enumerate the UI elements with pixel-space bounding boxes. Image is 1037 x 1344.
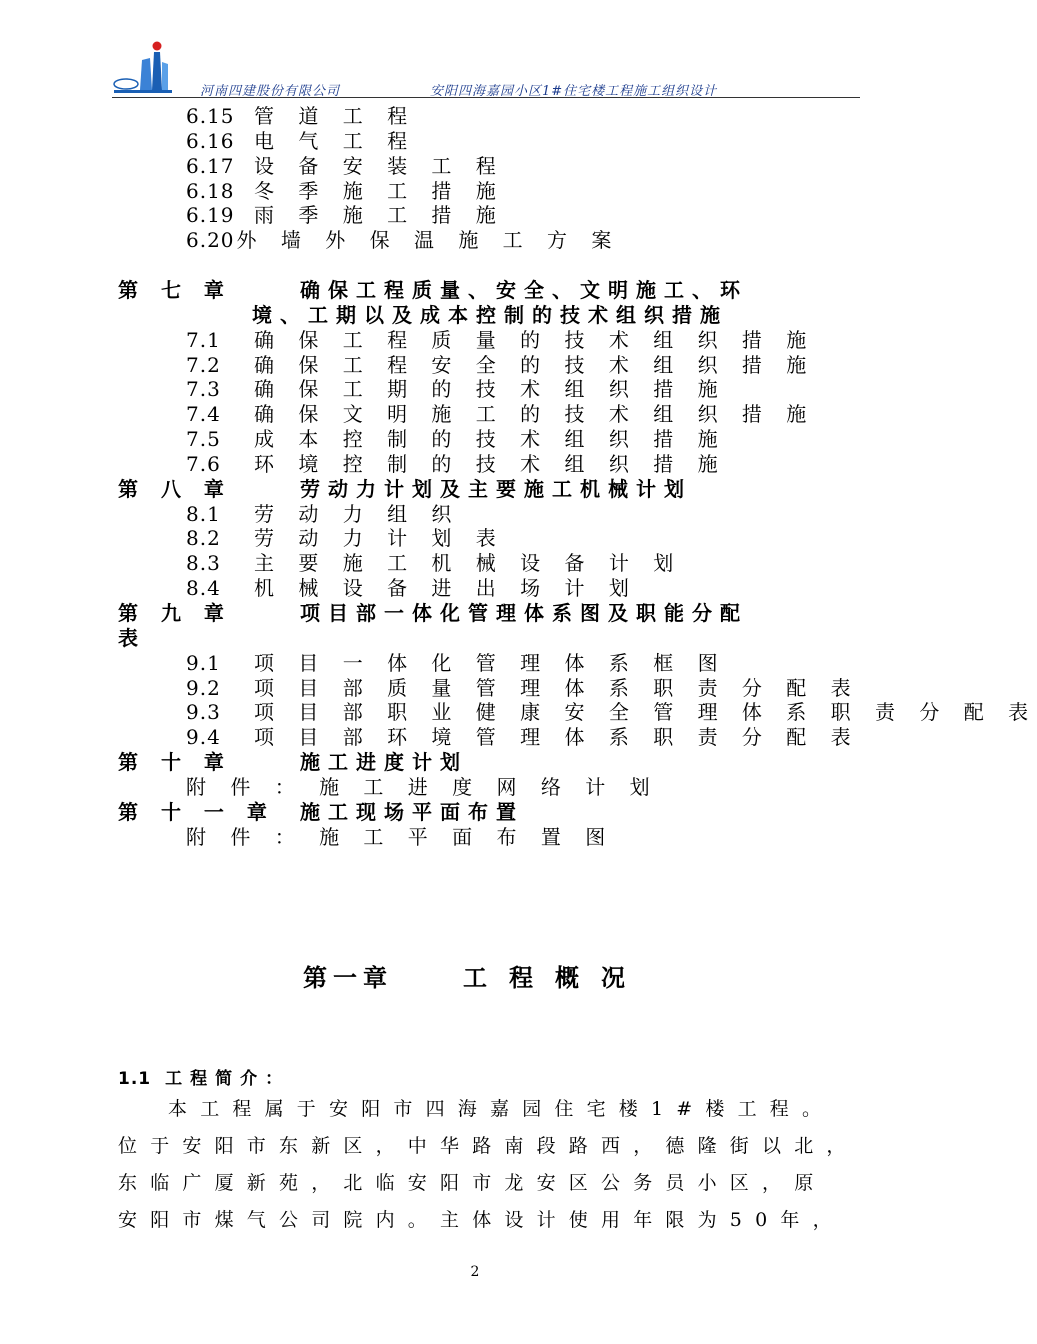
toc-subsection-title: 管 道 工 程 [254,104,417,128]
toc-subsection [186,676,860,700]
toc-subsection-title: 成 本 控 制 的 技 术 组 织 措 施 [254,427,727,451]
toc-subsection-number: 6.18 [186,179,235,203]
toc-subsection [186,725,860,749]
chapter-one-label: 第一章 [303,964,393,992]
toc-attachment: 附 件 ： 施 工 平 面 布 置 图 [186,825,615,849]
body-line: 东临广厦新苑，北临安阳市龙安区公务员小区，原 [118,1172,827,1194]
section-title: 工程简介： [165,1069,291,1089]
toc-subsection-title: 雨 季 施 工 措 施 [254,203,505,227]
toc-subsection [186,228,620,252]
toc-chapter [118,601,748,625]
toc-subsection-number: 7.5 [186,427,221,451]
toc-subsection [186,402,815,426]
toc-subsection-number: 7.3 [186,377,221,401]
toc-subsection-number: 7.6 [186,452,221,476]
toc-chapter-title: 施工现场平面布置 [300,800,524,824]
toc-subsection [186,551,682,575]
toc-chapter-title-continued: 境、工期以及成本控制的技术组织措施 [252,303,728,327]
toc-chapter-label: 第 八 章 [118,477,232,501]
toc-subsection [186,129,416,153]
toc-chapter [118,278,748,302]
toc-subsection [186,700,1037,724]
toc-subsection [186,576,638,600]
toc-chapter-title: 确保工程质量、安全、文明施工、环 [300,278,748,302]
toc-subsection-title: 项 目 一 体 化 管 理 体 系 框 图 [254,651,727,675]
toc-subsection-title: 项 目 部 环 境 管 理 体 系 职 责 分 配 表 [254,725,860,749]
body-line: 本工程属于安阳市四海嘉园住宅楼1#楼工程。 [168,1098,835,1120]
toc-subsection [186,502,460,526]
toc-subsection [186,651,727,675]
toc-subsection-title: 劳 动 力 计 划 表 [254,526,505,550]
toc-subsection-number: 9.3 [186,700,221,724]
toc-chapter-label: 第 九 章 [118,601,232,625]
toc-subsection-number: 8.4 [186,576,221,600]
toc-chapter-title: 项目部一体化管理体系图及职能分配 [300,601,748,625]
toc-subsection-title: 项 目 部 质 量 管 理 体 系 职 责 分 配 表 [254,676,860,700]
section-number: 1.1 [118,1069,152,1089]
company-logo-icon [112,40,174,96]
toc-subsection-number: 9.2 [186,676,221,700]
toc-subsection-title: 项 目 部 职 业 健 康 安 全 管 理 体 系 职 责 分 配 表 [254,700,1037,724]
header-project-name: 安阳四海嘉园小区1#住宅楼工程施工组织设计 [430,84,718,99]
toc-chapter-label: 第 十 章 [118,750,232,774]
toc-subsection-title: 确 保 工 程 质 量 的 技 术 组 织 措 施 [254,328,816,352]
toc-subsection [186,104,416,128]
toc-subsection-title: 设 备 安 装 工 程 [254,154,505,178]
toc-chapter-label: 第 七 章 [118,278,232,302]
toc-chapter-title: 施工进度计划 [300,750,468,774]
toc-subsection-number: 6.20 [186,228,235,252]
toc-subsection-number: 6.15 [186,104,235,128]
toc-subsection-number: 6.17 [186,154,235,178]
toc-subsection-title: 机 械 设 备 进 出 场 计 划 [254,576,638,600]
toc-subsection-title: 劳 动 力 组 织 [254,502,461,526]
toc-subsection-title: 电 气 工 程 [254,129,417,153]
header-company-name: 河南四建股份有限公司 [200,84,341,99]
toc-subsection-number: 8.2 [186,526,221,550]
page-header [0,0,950,100]
toc-subsection-number: 7.4 [186,402,221,426]
toc-subsection-title: 主 要 施 工 机 械 设 备 计 划 [254,551,683,575]
toc-subsection [186,452,727,476]
toc-subsection-number: 9.4 [186,725,221,749]
toc-subsection-title: 外 墙 外 保 温 施 工 方 案 [236,228,621,252]
body-line: 安阳市煤气公司院内。主体设计使用年限为50年， [118,1209,845,1231]
toc-subsection-number: 6.16 [186,129,235,153]
body-line: 位于安阳市东新区，中华路南段路西，德隆街以北， [118,1135,859,1157]
toc-subsection [186,328,815,352]
toc-subsection-number: 7.2 [186,353,221,377]
toc-subsection [186,377,727,401]
section-heading [118,1064,290,1089]
chapter-one-name: 工程概况 [463,964,647,992]
toc-chapter-title: 劳动力计划及主要施工机械计划 [300,477,692,501]
toc-subsection [186,353,815,377]
toc-subsection [186,427,727,451]
header-divider [112,97,860,98]
toc-subsection [186,154,505,178]
chapter-one-title [0,958,950,993]
toc-subsection-number: 6.19 [186,203,235,227]
toc-subsection-number: 8.3 [186,551,221,575]
toc-chapter-title-continued: 表 [118,626,146,650]
toc-subsection [186,526,505,550]
toc-chapter [118,800,524,824]
toc-subsection-title: 确 保 工 期 的 技 术 组 织 措 施 [254,377,727,401]
toc-attachment: 附 件 ： 施 工 进 度 网 络 计 划 [186,775,659,799]
toc-subsection-number: 9.1 [186,651,221,675]
toc-subsection-number: 8.1 [186,502,221,526]
toc-subsection-title: 确 保 文 明 施 工 的 技 术 组 织 措 施 [254,402,816,426]
toc-subsection-title: 环 境 控 制 的 技 术 组 织 措 施 [254,452,727,476]
toc-subsection [186,179,505,203]
toc-subsection-title: 确 保 工 程 安 全 的 技 术 组 织 措 施 [254,353,816,377]
toc-subsection [186,203,505,227]
toc-subsection-title: 冬 季 施 工 措 施 [254,179,505,203]
toc-chapter-label: 第 十 一 章 [118,800,275,824]
page-number: 2 [470,1264,480,1280]
toc-chapter [118,477,692,501]
toc-subsection-number: 7.1 [186,328,221,352]
toc-chapter [118,750,468,774]
